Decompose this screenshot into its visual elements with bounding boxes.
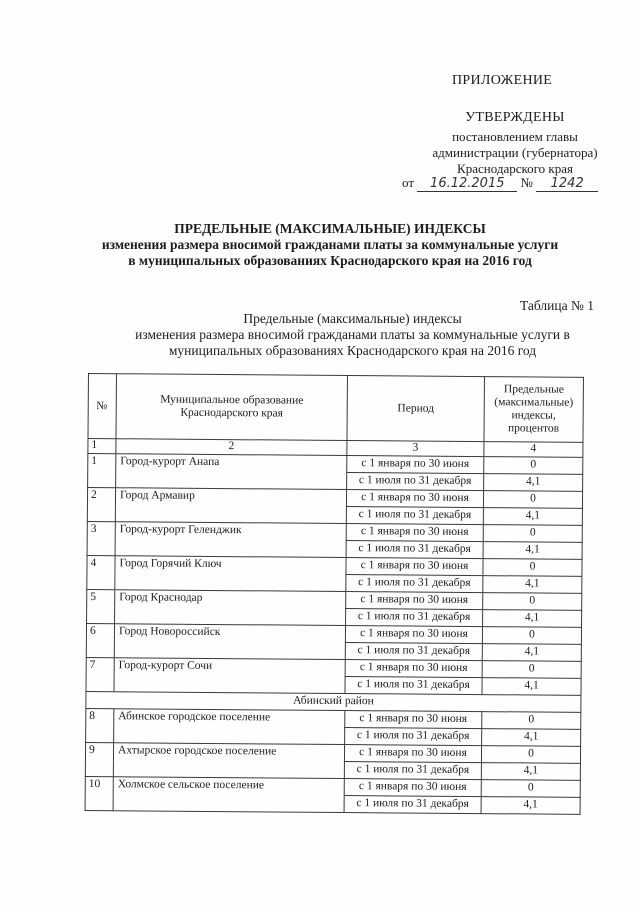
date-prefix: от (402, 175, 415, 190)
index-value: 4,1 (482, 678, 581, 696)
period-cell: с 1 января по 30 июня (346, 524, 483, 542)
index-value: 0 (481, 780, 580, 798)
table-title-line: Предельные (максимальные) индексы (243, 311, 462, 326)
period-cell: с 1 января по 30 июня (345, 626, 482, 644)
index-value: 0 (483, 491, 582, 509)
period-cell: с 1 июля по 31 декабря (345, 677, 482, 695)
header-municipality: Муниципальное образование Краснодарского края (116, 374, 348, 441)
table-row (87, 589, 582, 610)
table-row (88, 454, 583, 475)
municipality-name: Город Краснодар (115, 590, 346, 626)
index-value: 4,1 (483, 576, 582, 594)
table-row (86, 708, 581, 729)
header-num: № (88, 374, 117, 439)
period-cell: с 1 января по 30 июня (346, 558, 483, 576)
indices-table (85, 373, 584, 815)
approval-title: УТВЕРЖДЕНЫ (465, 110, 565, 125)
table-row (85, 742, 580, 763)
table-row (87, 488, 582, 509)
period-cell: с 1 января по 30 июня (344, 745, 481, 763)
municipality-name: Абинское городское поселение (114, 709, 345, 745)
approval-block (430, 110, 600, 177)
index-value: 4,1 (483, 508, 582, 526)
document-title (60, 221, 600, 269)
column-number: 4 (484, 442, 583, 458)
period-cell: с 1 января по 30 июня (345, 711, 482, 729)
period-cell: с 1 июля по 31 декабря (347, 473, 484, 491)
row-number: 4 (87, 555, 115, 589)
index-value: 4,1 (482, 729, 581, 747)
title-line: изменения размера вносимой гражданами платы за коммунальные услуги (101, 237, 559, 252)
index-value: 0 (482, 661, 581, 679)
index-value: 0 (483, 559, 582, 577)
period-cell: с 1 июля по 31 декабря (344, 762, 481, 780)
index-value: 0 (483, 525, 582, 543)
municipality-name: Ахтырское городское поселение (113, 743, 344, 779)
period-cell: с 1 января по 30 июня (347, 456, 484, 474)
table-row (87, 555, 582, 576)
row-number: 8 (86, 708, 114, 742)
period-cell: с 1 июля по 31 декабря (345, 728, 482, 746)
index-value: 4,1 (483, 542, 582, 560)
table-row (86, 657, 581, 678)
table-row (87, 521, 582, 542)
row-number: 5 (87, 589, 115, 623)
index-value: 0 (483, 593, 582, 611)
municipality-name: Город-курорт Анапа (116, 454, 347, 490)
period-cell: с 1 июля по 31 декабря (346, 575, 483, 593)
index-value: 4,1 (481, 763, 580, 781)
approval-line: постановлением главы (452, 129, 578, 144)
period-cell: с 1 января по 30 июня (345, 660, 482, 678)
index-value: 0 (482, 712, 581, 730)
municipality-name: Холмское сельское поселение (113, 777, 344, 813)
period-cell: с 1 января по 30 июня (346, 592, 483, 610)
period-cell: с 1 января по 30 июня (344, 779, 481, 797)
header-period: Период (347, 376, 485, 442)
municipality-name: Город-курорт Сочи (114, 658, 345, 694)
index-value: 0 (481, 746, 580, 764)
table-title (80, 311, 625, 359)
period-cell: с 1 июля по 31 декабря (346, 541, 483, 559)
index-value: 4,1 (482, 644, 581, 662)
table-row (86, 623, 581, 644)
approval-line: администрации (губернатора) (432, 145, 598, 160)
municipality-name: Город Горячий Ключ (115, 556, 346, 592)
index-value: 4,1 (481, 797, 580, 815)
handwritten-date: 16.12.2015 (417, 176, 517, 192)
decree-signature-line (402, 175, 598, 192)
number-sign: № (520, 175, 533, 190)
column-number: 3 (347, 441, 484, 457)
row-number: 6 (86, 623, 114, 657)
period-cell: с 1 июля по 31 декабря (346, 507, 483, 525)
period-cell: с 1 января по 30 июня (346, 490, 483, 508)
index-value: 0 (484, 457, 583, 475)
index-value: 0 (482, 627, 581, 645)
index-value: 4,1 (484, 474, 583, 492)
index-value: 4,1 (483, 610, 582, 628)
appendix-label: ПРИЛОЖЕНИЕ (452, 73, 553, 88)
row-number: 10 (85, 776, 113, 810)
municipality-name: Город Армавир (115, 488, 346, 524)
handwritten-number: 1242 (536, 176, 598, 192)
row-number: 3 (87, 521, 115, 555)
title-line: ПРЕДЕЛЬНЫЕ (МАКСИМАЛЬНЫЕ) ИНДЕКСЫ (174, 221, 486, 236)
table-number-label: Таблица № 1 (520, 298, 594, 313)
period-cell: с 1 июля по 31 декабря (345, 643, 482, 661)
title-line: в муниципальных образованиях Краснодарского края на 2016 год (128, 253, 532, 268)
column-number: 2 (116, 439, 347, 456)
row-number: 7 (86, 657, 114, 691)
table-header-row (88, 374, 583, 443)
approval-line: Краснодарского края (457, 161, 573, 176)
table-title-line: изменения размера вносимой гражданами платы за коммунальные услуги в (135, 327, 570, 342)
row-number: 9 (85, 742, 113, 776)
table-title-line: муниципальных образованиях Краснодарского края на 2016 год (168, 343, 537, 358)
period-cell: с 1 июля по 31 декабря (344, 796, 481, 814)
district-name: Абинский район (86, 691, 581, 712)
row-number: 2 (87, 488, 115, 522)
period-cell: с 1 июля по 31 декабря (346, 609, 483, 627)
municipality-name: Город-курорт Геленджик (115, 522, 346, 558)
header-index: Предельные (максимальные) индексы, процентов (484, 377, 584, 443)
table-row (85, 776, 580, 797)
municipality-name: Город Новороссийск (114, 624, 345, 660)
row-number: 1 (88, 454, 116, 488)
column-number: 1 (88, 439, 116, 454)
